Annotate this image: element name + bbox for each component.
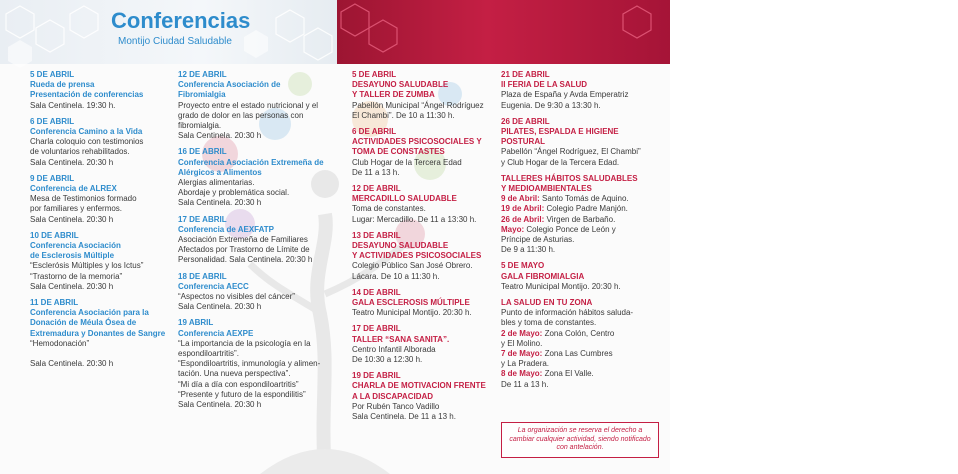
- actividades-column-2: [501, 70, 661, 396]
- event-details: Asociación Extremeña de Familiares Afectados por Trastorno de Límite de Personalidad. Sala Centinela. 20:30 h: [178, 235, 313, 265]
- event-details: Club Hogar de la Tercera Edad De 11 a 13 h.: [352, 157, 462, 177]
- event-heading: 16 DE ABRIL Conferencia Asociación Extremeña de Alérgicos a Alimentos: [178, 147, 324, 177]
- schedule-line: De 11 a 13 h.: [501, 379, 549, 389]
- event-details: Plaza de España y Avda Emperatriz Eugenia. De 9:30 a 13:30 h.: [501, 90, 629, 110]
- schedule-line: 7 de Mayo: Zona Las Cumbres: [501, 349, 613, 359]
- actividades-column-1: [352, 70, 492, 428]
- event-heading: 9 DE ABRIL Conferencia de ALREX: [30, 173, 117, 194]
- conferencias-header: [0, 0, 337, 64]
- event-details: Colegio Público San José Obrero. Lácara. De 10 a 11:30 h.: [352, 261, 473, 281]
- event-details: “Esclerósis Múltiples y los Ictus” “Trastorno de la memoria” Sala Centinela. 20:30 h: [30, 261, 144, 291]
- talleres-section: [501, 174, 661, 256]
- event-heading: 17 DE ABRIL TALLER “SANA SANITA”.: [352, 324, 450, 344]
- event-heading: 5 DE ABRIL DESAYUNO SALUDABLE Y TALLER DE ZUMBA: [352, 70, 449, 100]
- salud-en-tu-zona: LA SALUD EN TU ZONA Punto de información hábitos saluda- bles y toma de constantes. 2 de Mayo: Zona Colón, Centro y El Molino. 7 de Mayo: Zona Las Cumbres y La Pradera. 8 de Mayo: Zona El Valle. De 11 a 13 h.: [501, 298, 661, 390]
- event-heading: 14 DE ABRIL GALA ESCLEROSIS MÚLTIPLE: [352, 287, 470, 308]
- event-item: [501, 117, 661, 168]
- event-details: Por Rubén Tanco Vadillo Sala Centinela. De 11 a 13 h.: [352, 401, 456, 422]
- event-item: [30, 174, 176, 225]
- subtitle-line-2: Escuela Profesional Montijo Te Cuida 2: [753, 46, 927, 57]
- schedule-line: 2 de Mayo: Zona Colón, Centro: [501, 328, 615, 338]
- event-details: “Aspectos no visibles del cáncer” Sala Centinela. 20:30 h: [178, 292, 295, 312]
- conferencias-column-1: [30, 70, 176, 375]
- schedule-line: y El Molino.: [501, 338, 543, 348]
- schedule-line: De 9 a 11:30 h.: [501, 245, 556, 255]
- event-details: Alergias alimentarias. Abordaje y problemática social. Sala Centinela. 20:30 h: [178, 178, 290, 208]
- event-heading: 12 DE ABRIL Conferencia Asociación de Fibromialgia: [178, 70, 281, 100]
- event-details: “La importancia de la psicología en la espondiloartritis”. “Espondiloartritis, inmunología y alimen- tación. Una nueva perspectiva”. “Mi día a día con espondiloartritis” “Presente y futuro de la espondilitis” Sala Centinela. 20:30 h: [178, 338, 321, 410]
- schedule-line: y La Pradera.: [501, 359, 550, 369]
- event-item: [178, 147, 328, 208]
- event-item: [30, 298, 176, 369]
- event-heading: 21 DE ABRIL II FERIA DE LA SALUD: [501, 70, 588, 90]
- event-item: [178, 318, 328, 410]
- event-details: Toma de constantes. Lugar: Mercadillo. De 11 a 13:30 h.: [352, 204, 477, 224]
- event-details: Mesa de Testimonios formado por familiares y enfermos. Sala Centinela. 20:30 h: [30, 194, 137, 224]
- schedule-line: 19 de Abril: Colegio Padre Manjón.: [501, 204, 628, 214]
- event-details: Charla coloquio con testimonios de voluntarios rehabilitados. Sala Centinela. 20:30 h: [30, 137, 144, 167]
- actividades-header: [337, 0, 954, 64]
- event-item: [501, 70, 661, 111]
- event-details: Sala Centinela. 19:30 h.: [30, 100, 116, 110]
- actividades-title: Actividades: [775, 8, 899, 33]
- event-item: [178, 70, 328, 141]
- event-heading: 19 ABRIL Conferencia AEXPE: [178, 318, 254, 338]
- schedule-line: Príncipe de Asturias.: [501, 235, 575, 245]
- schedule-line: 26 de Abril: Virgen de Barbaño.: [501, 214, 616, 224]
- event-heading: 26 DE ABRIL PILATES, ESPALDA E HIGIENE POSTURAL: [501, 116, 619, 147]
- event-heading: 17 DE ABRIL Conferencia de AEXFATP: [178, 214, 275, 234]
- event-details: Pabellón “Ángel Rodríguez, El Chambi” y Club Hogar de la Tercera Edad.: [501, 147, 641, 167]
- schedule-line: 8 de Mayo: Zona El Valle.: [501, 369, 594, 379]
- event-heading: 19 DE ABRIL CHARLA DE MOTIVACION FRENTE A LA DISCAPACIDAD: [352, 371, 486, 401]
- schedule-line: Mayo: Colegio Ponce de León y: [501, 224, 616, 234]
- event-heading: 13 DE ABRIL DESAYUNO SALUDABLE Y ACTIVIDADES PSICOSOCIALES: [352, 230, 482, 261]
- event-item: [352, 288, 492, 319]
- event-details: Pabellón Municipal “Ángel Rodríguez El Chambi”. De 10 a 11:30 h.: [352, 100, 484, 120]
- event-item: [30, 117, 176, 168]
- schedule-line: 9 de Abril: Santo Tomás de Aquino.: [501, 194, 629, 204]
- conferencias-column-2: [178, 70, 328, 416]
- event-item: [178, 215, 328, 266]
- event-item: [352, 324, 492, 365]
- disclaimer-note: La organización se reserva el derecho a cambiar cualquier actividad, siendo notificado con antelación.: [501, 422, 659, 458]
- event-heading: 10 DE ABRIL Conferencia Asociación de Esclerosis Múltiple: [30, 230, 121, 261]
- gala-fibromialgia: 5 DE MAYO GALA FIBROMIALGIA Teatro Municipal Montijo. 20:30 h.: [501, 261, 621, 291]
- conferencias-title: Conferencias: [111, 8, 251, 33]
- event-details: Proyecto entre el estado nutricional y el grado de dolor en las personas con fibromialgia. Sala Centinela. 20:30 h: [178, 100, 319, 141]
- event-item: [178, 272, 328, 313]
- event-heading: 12 DE ABRIL MERCADILLO SALUDABLE: [352, 184, 457, 204]
- event-item: [30, 231, 176, 292]
- conferencias-subtitle: Montijo Ciudad Saludable: [118, 36, 232, 47]
- event-details: Teatro Municipal Montijo. 20:30 h.: [352, 308, 472, 318]
- actividades-subtitle: [722, 35, 958, 57]
- talleres-heading: TALLERES HÁBITOS SALUDABLES Y MEDIOAMBIENTALES: [501, 173, 638, 194]
- hexagon-pattern-red: [337, 0, 670, 64]
- event-details: “Hemodonación” Sala Centinela. 20:30 h: [30, 338, 114, 369]
- event-heading: 11 DE ABRIL Conferencia Asociación para la Donación de Méula Ósea de Extremadura y Donantes de Sangre: [30, 298, 166, 338]
- event-details: Centro Infantil Alborada De 10:30 a 12:30 h.: [352, 344, 436, 365]
- event-heading: 5 DE ABRIL Rueda de prensa Presentación de conferencias: [30, 70, 144, 100]
- event-item: [352, 231, 492, 282]
- event-heading: 18 DE ABRIL Conferencia AECC: [178, 271, 249, 291]
- event-item: [30, 70, 176, 111]
- subtitle-line-1: Concejalía de Sanidad, Mayores y Bienestar Social: [726, 35, 954, 46]
- event-item: [352, 371, 492, 422]
- event-item: [352, 184, 492, 225]
- event-heading: 6 DE ABRIL ACTIVIDADES PSICOSOCIALES Y TOMA DE CONSTASTES: [352, 127, 482, 157]
- event-item: [352, 70, 492, 121]
- event-item: [352, 127, 492, 178]
- event-heading: 6 DE ABRIL Conferencia Camino a la Vida: [30, 116, 143, 137]
